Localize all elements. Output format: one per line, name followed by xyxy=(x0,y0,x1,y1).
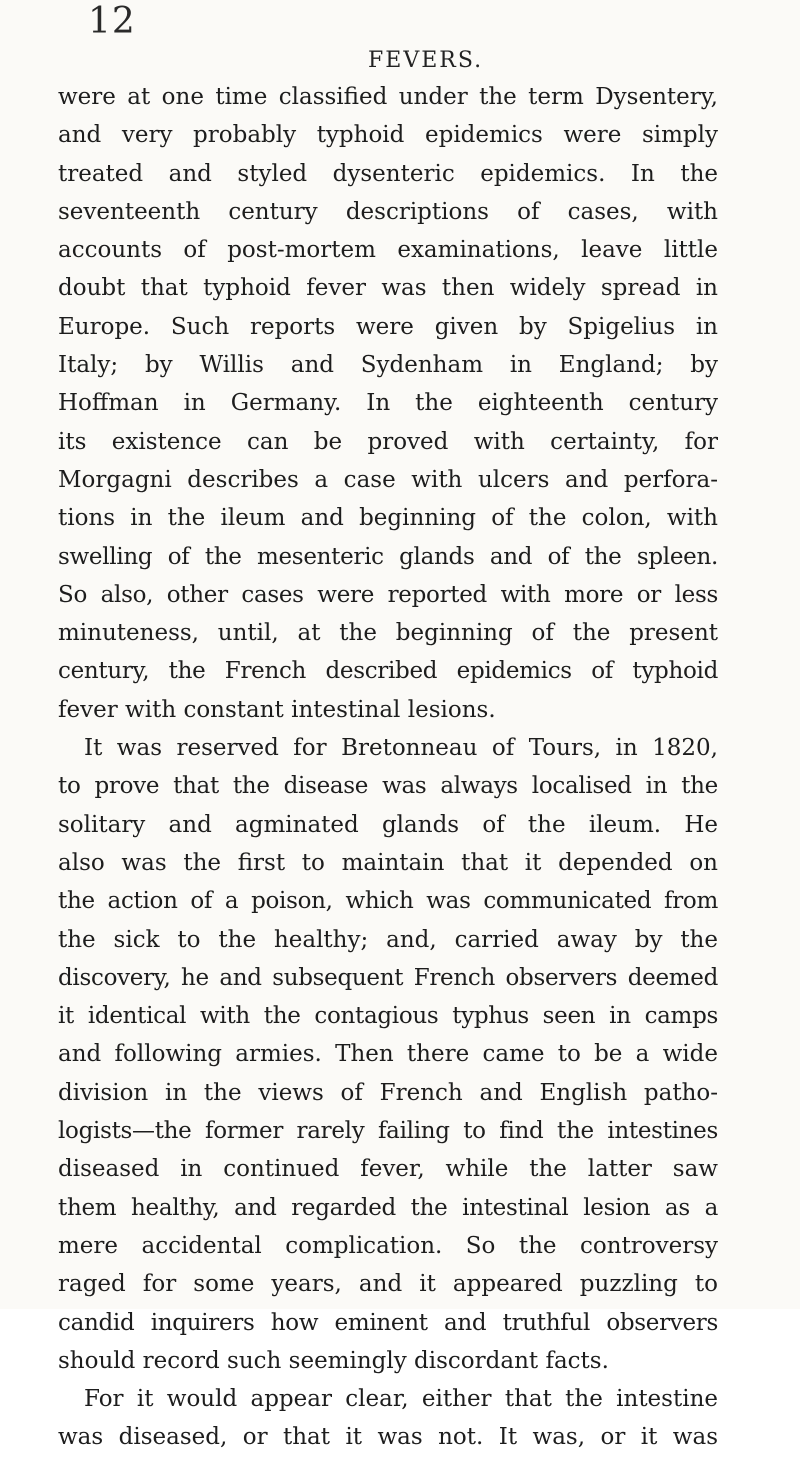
text-line: them healthy, and regarded the intestinal lesion as a xyxy=(58,1194,718,1221)
text-line: the sick to the healthy; and, carried away by the xyxy=(58,926,718,953)
text-line: fever with constant intestinal lesions. xyxy=(58,696,496,723)
page-number: 12 xyxy=(88,1,136,42)
text-line: For it would appear clear, either that the intestine xyxy=(84,1386,718,1413)
paragraph-2 xyxy=(58,729,718,1380)
text-line: Hoffman in Germany. In the eighteenth century xyxy=(58,390,718,417)
text-line: and very probably typhoid epidemics were simply xyxy=(58,122,718,149)
text-line: solitary and agminated glands of the ileum. He xyxy=(58,811,718,838)
text-line: the action of a poison, which was communicated from xyxy=(58,888,718,915)
text-line: its existence can be proved with certainty, for xyxy=(58,428,718,455)
text-line: Morgagni describes a case with ulcers and perfora- xyxy=(58,466,718,493)
text-line: to prove that the disease was always localised in the xyxy=(58,773,718,800)
text-line: diseased in continued fever, while the latter saw xyxy=(58,1156,718,1183)
text-line: treated and styled dysenteric epidemics. In the xyxy=(58,160,718,187)
text-line: raged for some years, and it appeared puzzling to xyxy=(58,1271,718,1298)
text-line: tions in the ileum and beginning of the colon, with xyxy=(58,505,718,532)
text-line: Europe. Such reports were given by Spigelius in xyxy=(58,313,718,340)
text-line: should record such seemingly discordant facts. xyxy=(58,1347,609,1374)
text-line: it identical with the contagious typhus seen in camps xyxy=(58,1003,718,1030)
text-line: and following armies. Then there came to be a wide xyxy=(58,1041,718,1068)
text-line: Italy; by Willis and Sydenham in England; by xyxy=(58,352,718,379)
text-line: was diseased, or that it was not. It was, or it was xyxy=(58,1424,718,1451)
text-line: swelling of the mesenteric glands and of the spleen. xyxy=(58,543,718,570)
text-line: accounts of post-mortem examinations, leave little xyxy=(58,237,718,264)
paragraph-1 xyxy=(58,78,718,729)
text-line: were at one time classified under the term Dysentery, xyxy=(58,84,718,110)
text-line: logists—the former rarely failing to find the intestines xyxy=(58,1118,718,1145)
text-line: It was reserved for Bretonneau of Tours, in 1820, xyxy=(84,735,718,762)
text-line: minuteness, until, at the beginning of the present xyxy=(58,620,718,647)
text-line: mere accidental complication. So the controversy xyxy=(58,1232,718,1259)
text-line: also was the first to maintain that it depended on xyxy=(58,849,718,876)
page-body xyxy=(58,78,718,1457)
running-head: FEVERS. xyxy=(368,48,484,73)
text-line: seventeenth century descriptions of cases, with xyxy=(58,198,718,225)
text-line: discovery, he and subsequent French observers deemed xyxy=(58,964,718,991)
paragraph-3 xyxy=(58,1380,718,1457)
text-line: doubt that typhoid fever was then widely spread in xyxy=(58,275,718,302)
text-line: division in the views of French and English patho- xyxy=(58,1079,718,1106)
text-line: century, the French described epidemics of typhoid xyxy=(58,658,718,685)
text-line: So also, other cases were reported with more or less xyxy=(58,581,718,608)
text-line: candid inquirers how eminent and truthful observers xyxy=(58,1309,718,1336)
